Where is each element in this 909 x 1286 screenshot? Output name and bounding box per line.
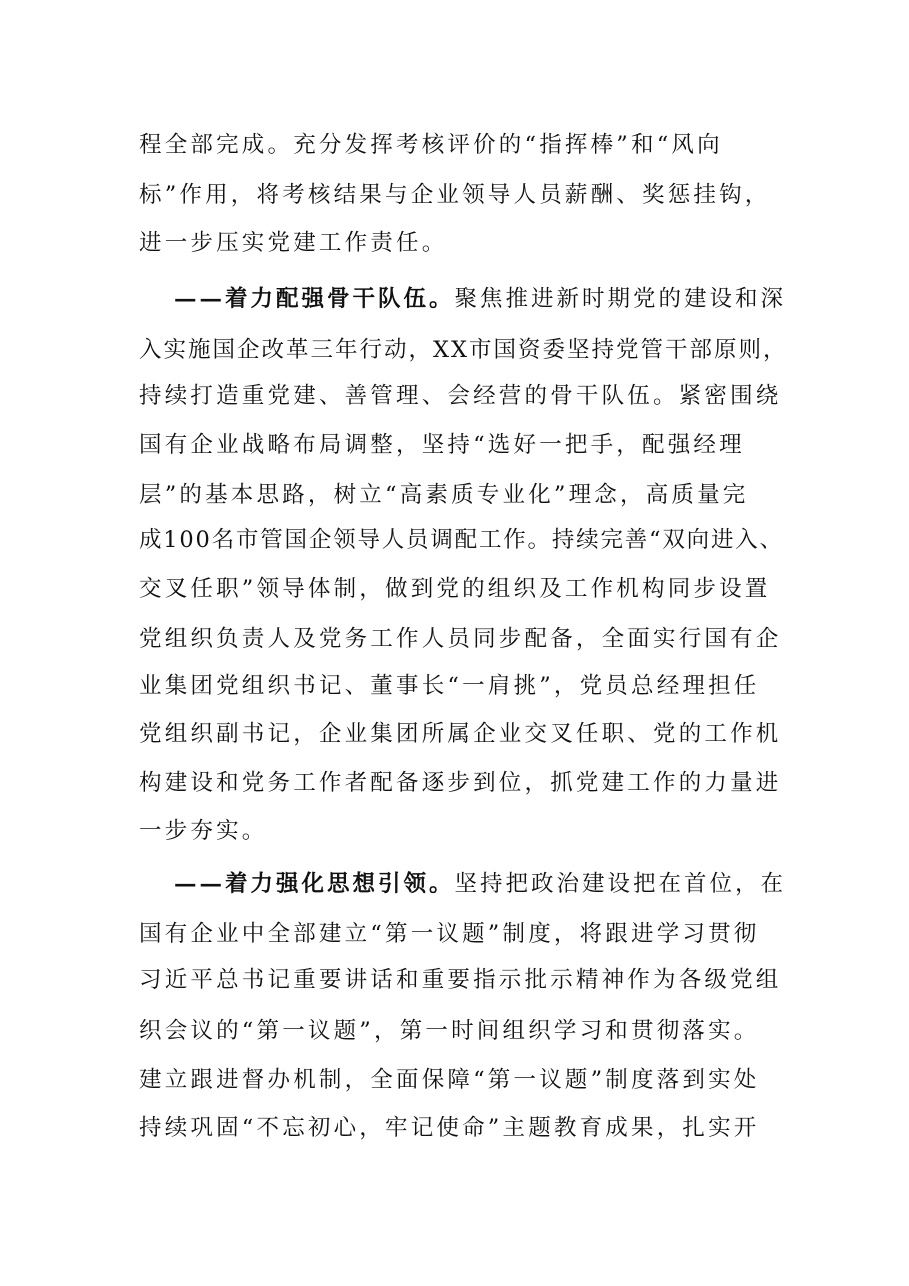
body-text-span: 聚焦推进新时期党的建设和深 bbox=[454, 286, 787, 312]
body-text-line: 进一步压实党建工作责任。 bbox=[139, 230, 448, 256]
body-text-line: 入实施国企改革三年行动，XX市国资委坚持党管干部原则， bbox=[139, 337, 788, 363]
body-text-line: 党组织负责人及党务工作人员同步配备，全面实行国有企 bbox=[139, 626, 782, 652]
body-text-line: 党组织副书记，企业集团所属企业交叉任职、党的工作机 bbox=[139, 721, 782, 747]
body-text-line: 织会议的“第一议题”，第一时间组织学习和贯彻落实。 bbox=[139, 1018, 760, 1044]
body-text-line: 业集团党组织书记、董事长“一肩挑”，党员总经理担任 bbox=[139, 673, 760, 699]
body-text-line: 国有企业战略布局调整，坚持“选好一把手，配强经理 bbox=[139, 432, 745, 458]
paragraph-first-line bbox=[174, 284, 786, 314]
section-heading: ——着力强化思想引领。 bbox=[174, 871, 455, 897]
body-text-line: 成100名市管国企领导人员调配工作。持续完善“双向进入、 bbox=[139, 527, 784, 553]
body-text-line: 持续打造重党建、善管理、会经营的骨干队伍。紧密围绕 bbox=[139, 383, 782, 409]
body-text-line: 交叉任职”领导体制，做到党的组织及工作机构同步设置 bbox=[139, 576, 771, 602]
section-heading: ——着力配强骨干队伍。 bbox=[174, 286, 455, 312]
body-text-line: 标”作用，将考核结果与企业领导人员薪酬、奖惩挂钩， bbox=[139, 182, 771, 208]
body-text-line: 建立跟进督办机制，全面保障“第一议题”制度落到实处 bbox=[139, 1067, 760, 1093]
body-text-line: 程全部完成。充分发挥考核评价的“指挥棒”和“风向 bbox=[139, 132, 723, 158]
paragraph-first-line bbox=[174, 869, 786, 899]
body-text-line: 层”的基本思路，树立“高素质专业化”理念，高质量完 bbox=[139, 482, 749, 508]
body-text-span: 坚持把政治建设把在首位，在 bbox=[454, 871, 787, 897]
body-text-line: 一步夯实。 bbox=[139, 818, 268, 844]
body-text-line: 构建设和党务工作者配备逐步到位，抓党建工作的力量进 bbox=[139, 770, 782, 796]
body-text-line: 持续巩固“不忘初心，牢记使命”主题教育成果，扎实开 bbox=[139, 1115, 760, 1141]
body-text-line: 国有企业中全部建立“第一议题”制度，将跟进学习贯彻 bbox=[139, 921, 760, 947]
body-text-line: 习近平总书记重要讲话和重要指示批示精神作为各级党组 bbox=[139, 967, 782, 993]
